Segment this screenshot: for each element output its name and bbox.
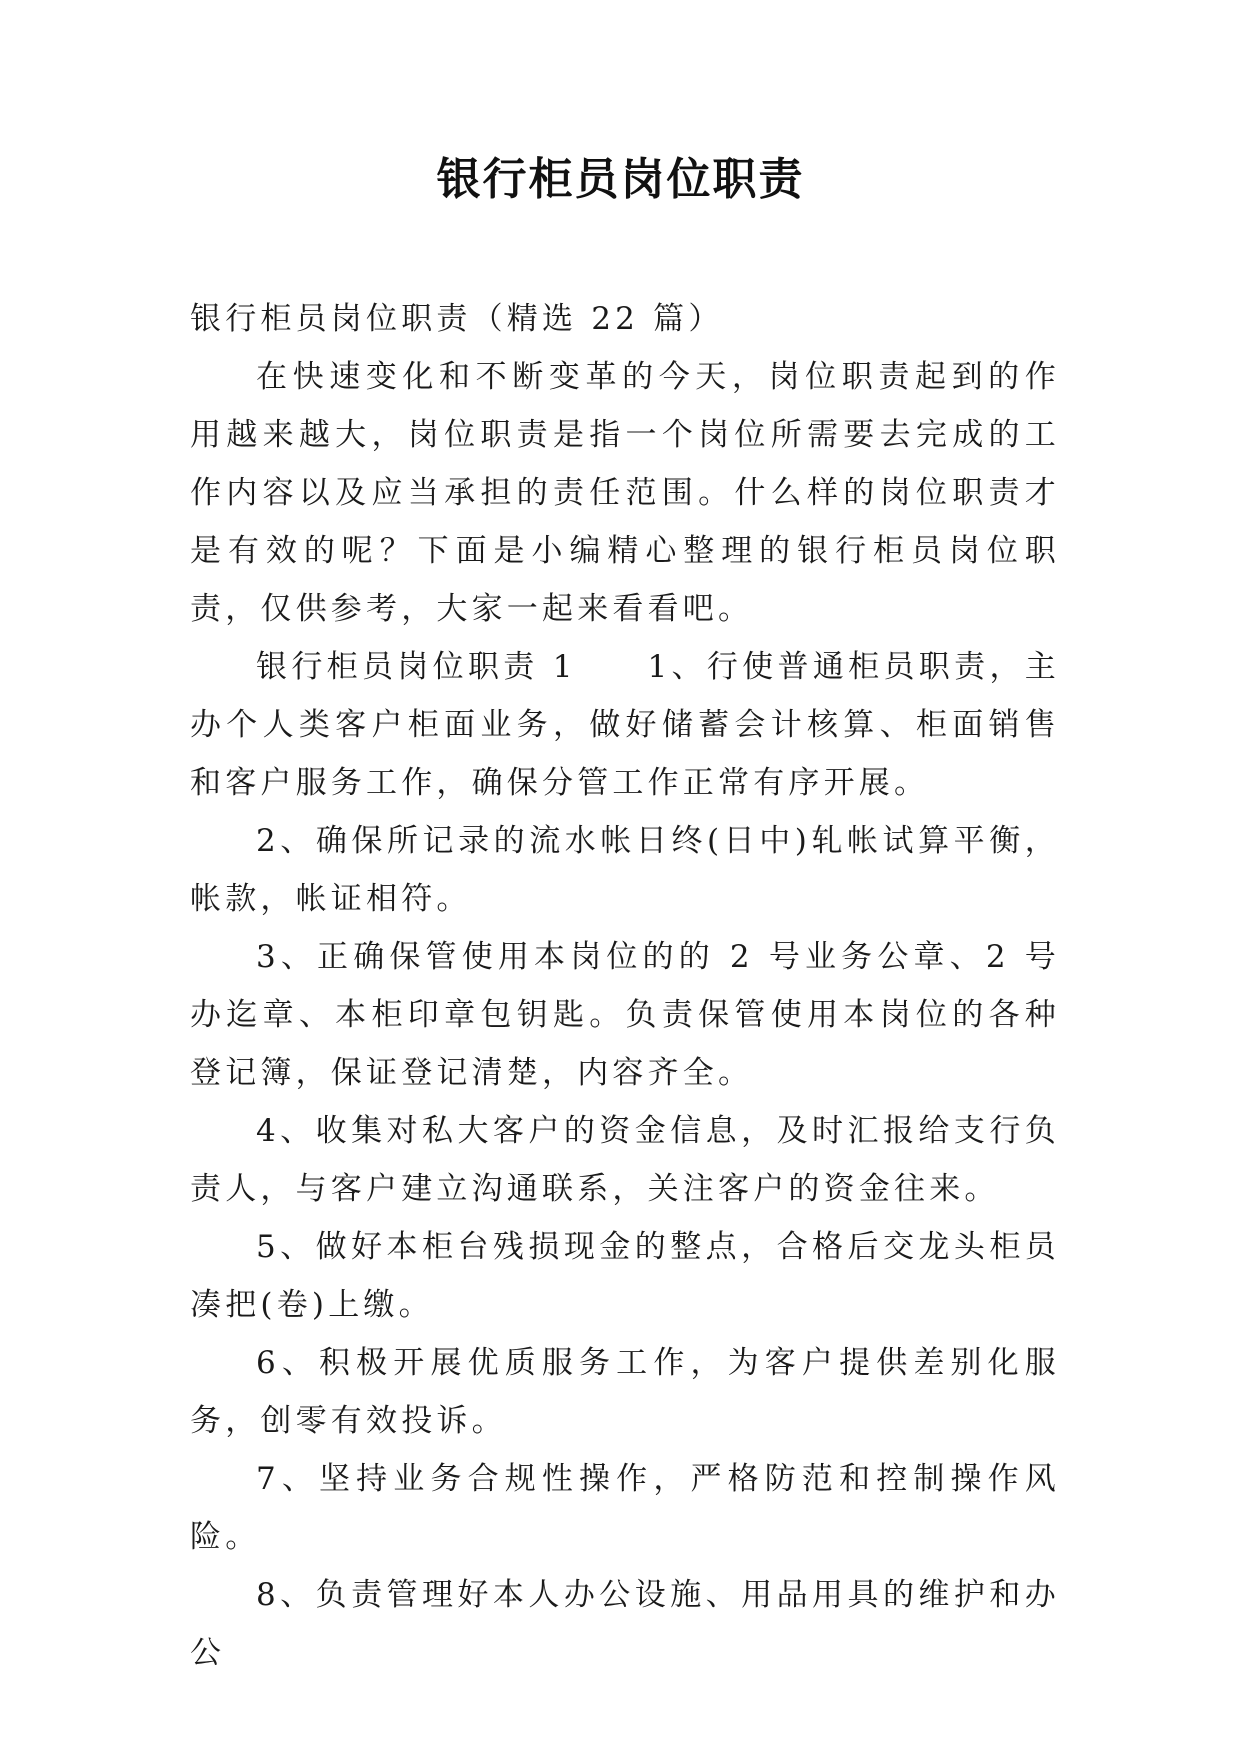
document-body <box>190 290 1060 1682</box>
paragraph-duty-2: 2、确保所记录的流水帐日终(日中)轧帐试算平衡，帐款，帐证相符。 <box>190 823 1060 917</box>
paragraph-duty-6: 6、积极开展优质服务工作，为客户提供差别化服务，创零有效投诉。 <box>190 1345 1060 1439</box>
paragraph-duty-3: 3、正确保管使用本岗位的的 2 号业务公章、2 号办迄章、本柜印章包钥匙。负责保管使用本岗位的各种登记簿，保证登记清楚，内容齐全。 <box>190 939 1060 1091</box>
paragraph-duty-8: 8、负责管理好本人办公设施、用品用具的维护和办公 <box>190 1577 1060 1671</box>
document-subtitle: 银行柜员岗位职责（精选 22 篇） <box>190 301 724 337</box>
paragraph-duty-4: 4、收集对私大客户的资金信息，及时汇报给支行负责人，与客户建立沟通联系，关注客户的资金往来。 <box>190 1113 1060 1207</box>
document-title: 银行柜员岗位职责 <box>436 154 805 205</box>
paragraph-duty-7: 7、坚持业务合规性操作，严格防范和控制操作风险。 <box>190 1461 1060 1555</box>
paragraph-intro: 在快速变化和不断变革的今天，岗位职责起到的作用越来越大，岗位职责是指一个岗位所需要去完成的工作内容以及应当承担的责任范围。什么样的岗位职责才是有效的呢？下面是小编精心整理的银行柜员岗位职责，仅供参考，大家一起来看看吧。 <box>190 359 1060 627</box>
paragraph-duty-1: 银行柜员岗位职责 1 1、行使普通柜员职责，主办个人类客户柜面业务，做好储蓄会计核算、柜面销售和客户服务工作，确保分管工作正常有序开展。 <box>190 649 1060 801</box>
paragraph-duty-5: 5、做好本柜台残损现金的整点，合格后交龙头柜员凑把(卷)上缴。 <box>190 1229 1060 1323</box>
